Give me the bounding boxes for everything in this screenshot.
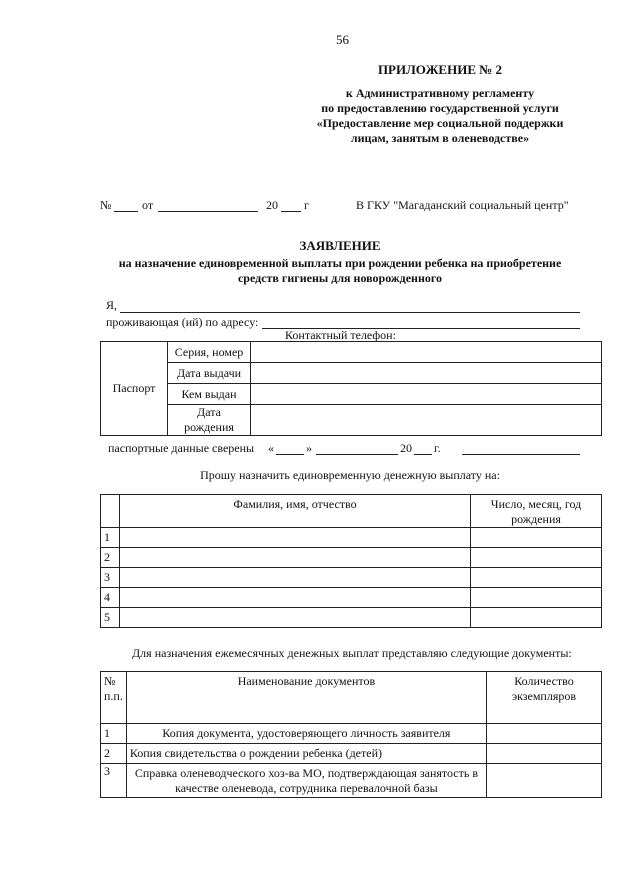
table-row <box>101 588 602 608</box>
appendix-line-3: «Предоставление мер социальной поддержки <box>316 116 564 130</box>
page-number: 56 <box>336 32 349 47</box>
quote-close: » <box>306 441 312 455</box>
passport-field-label: Дата выдачи <box>168 363 251 384</box>
table-row <box>101 724 602 744</box>
passport-issue-date-input[interactable] <box>251 363 602 384</box>
child-birthdate-input[interactable] <box>471 528 602 548</box>
passport-field-label: Дата рождения <box>168 405 251 436</box>
row-number: 2 <box>101 744 127 764</box>
child-birthdate-input[interactable] <box>471 588 602 608</box>
documents-col-num: № п.п. <box>101 672 127 724</box>
appendix-line-1: к Административному регламенту <box>345 86 535 100</box>
documents-table <box>100 671 602 798</box>
i-label: Я, <box>106 298 118 312</box>
table-row <box>101 548 602 568</box>
row-number: 2 <box>101 548 120 568</box>
passport-field-label: Серия, номер <box>168 342 251 363</box>
birth-date-input[interactable] <box>251 405 602 436</box>
table-row <box>101 744 602 764</box>
document-qty-input[interactable] <box>487 724 602 744</box>
statement-line-1: на назначение единовременной выплаты при рождении ребенка на приобретение <box>118 256 562 270</box>
table-row <box>101 608 602 628</box>
children-col-date: Число, месяц, год рождения <box>471 495 602 528</box>
row-number: 4 <box>101 588 120 608</box>
child-name-input[interactable] <box>120 588 471 608</box>
number-label: № <box>100 198 112 212</box>
address-label: проживающая (ий) по адресу: <box>106 315 259 329</box>
statement-line-2: средств гигиены для новорожденного <box>237 271 443 285</box>
applicant-name-field[interactable] <box>120 312 580 313</box>
table-row <box>101 528 602 548</box>
children-header-num <box>101 495 120 528</box>
documents-intro: Для назначения ежемесячных денежных выплат представляю следующие документы: <box>132 646 572 660</box>
passport-issued-by-input[interactable] <box>251 384 602 405</box>
year-field[interactable] <box>281 211 301 212</box>
row-number: 3 <box>101 568 120 588</box>
appendix-line-4: лицам, занятым в оленеводстве» <box>350 131 530 145</box>
row-number: 5 <box>101 608 120 628</box>
documents-col-qty: Количество экземпляров <box>487 672 602 724</box>
child-birthdate-input[interactable] <box>471 548 602 568</box>
verification-year-field[interactable] <box>414 454 432 455</box>
child-name-input[interactable] <box>120 548 471 568</box>
verification-year-prefix: 20 <box>400 441 412 455</box>
document-qty-input[interactable] <box>487 744 602 764</box>
registration-line <box>100 198 580 214</box>
documents-col-name: Наименование документов <box>126 672 486 724</box>
row-number: 3 <box>101 764 127 798</box>
from-label: от <box>142 198 154 212</box>
table-row <box>101 764 602 798</box>
passport-label: Паспорт <box>101 342 168 436</box>
verification-year-suffix: г. <box>434 441 441 455</box>
document-name: Копия документа, удостоверяющего личность заявителя <box>126 724 486 744</box>
quote-open: « <box>268 441 274 455</box>
passport-series-input[interactable] <box>251 342 602 363</box>
recipient: В ГКУ "Магаданский социальный центр" <box>356 198 569 212</box>
verification-month-field[interactable] <box>316 454 398 455</box>
document-qty-input[interactable] <box>487 764 602 798</box>
year-suffix: г <box>304 198 309 212</box>
verification-label: паспортные данные сверены <box>108 441 255 455</box>
appendix-line-2: по предоставлению государственной услуги <box>321 101 559 115</box>
verification-day-field[interactable] <box>276 454 304 455</box>
children-table <box>100 494 602 628</box>
year-prefix: 20 <box>266 198 278 212</box>
statement-block <box>90 238 590 286</box>
children-col-name: Фамилия, имя, отчество <box>120 495 471 528</box>
verification-signature-field[interactable] <box>462 454 580 455</box>
row-number: 1 <box>101 724 127 744</box>
child-name-input[interactable] <box>120 528 471 548</box>
row-number: 1 <box>101 528 120 548</box>
child-name-input[interactable] <box>120 568 471 588</box>
child-birthdate-input[interactable] <box>471 568 602 588</box>
child-name-input[interactable] <box>120 608 471 628</box>
appendix-block <box>290 62 590 146</box>
passport-table <box>100 341 602 436</box>
date-field[interactable] <box>158 211 258 212</box>
table-row <box>101 568 602 588</box>
document-name: Копия свидетельства о рождении ребенка (детей) <box>126 744 486 764</box>
statement-title: ЗАЯВЛЕНИЕ <box>299 238 381 253</box>
request-text: Прошу назначить единовременную денежную выплату на: <box>200 468 500 482</box>
passport-field-label: Кем выдан <box>168 384 251 405</box>
number-field[interactable] <box>114 211 138 212</box>
document-name: Справка оленеводческого хоз-ва МО, подтверждающая занятость в качестве оленевода, сотрудника перевалочной базы <box>126 764 486 798</box>
appendix-title: ПРИЛОЖЕНИЕ № 2 <box>377 62 503 77</box>
phone-label: Контактный телефон: <box>285 328 396 342</box>
child-birthdate-input[interactable] <box>471 608 602 628</box>
verification-line <box>108 441 588 457</box>
